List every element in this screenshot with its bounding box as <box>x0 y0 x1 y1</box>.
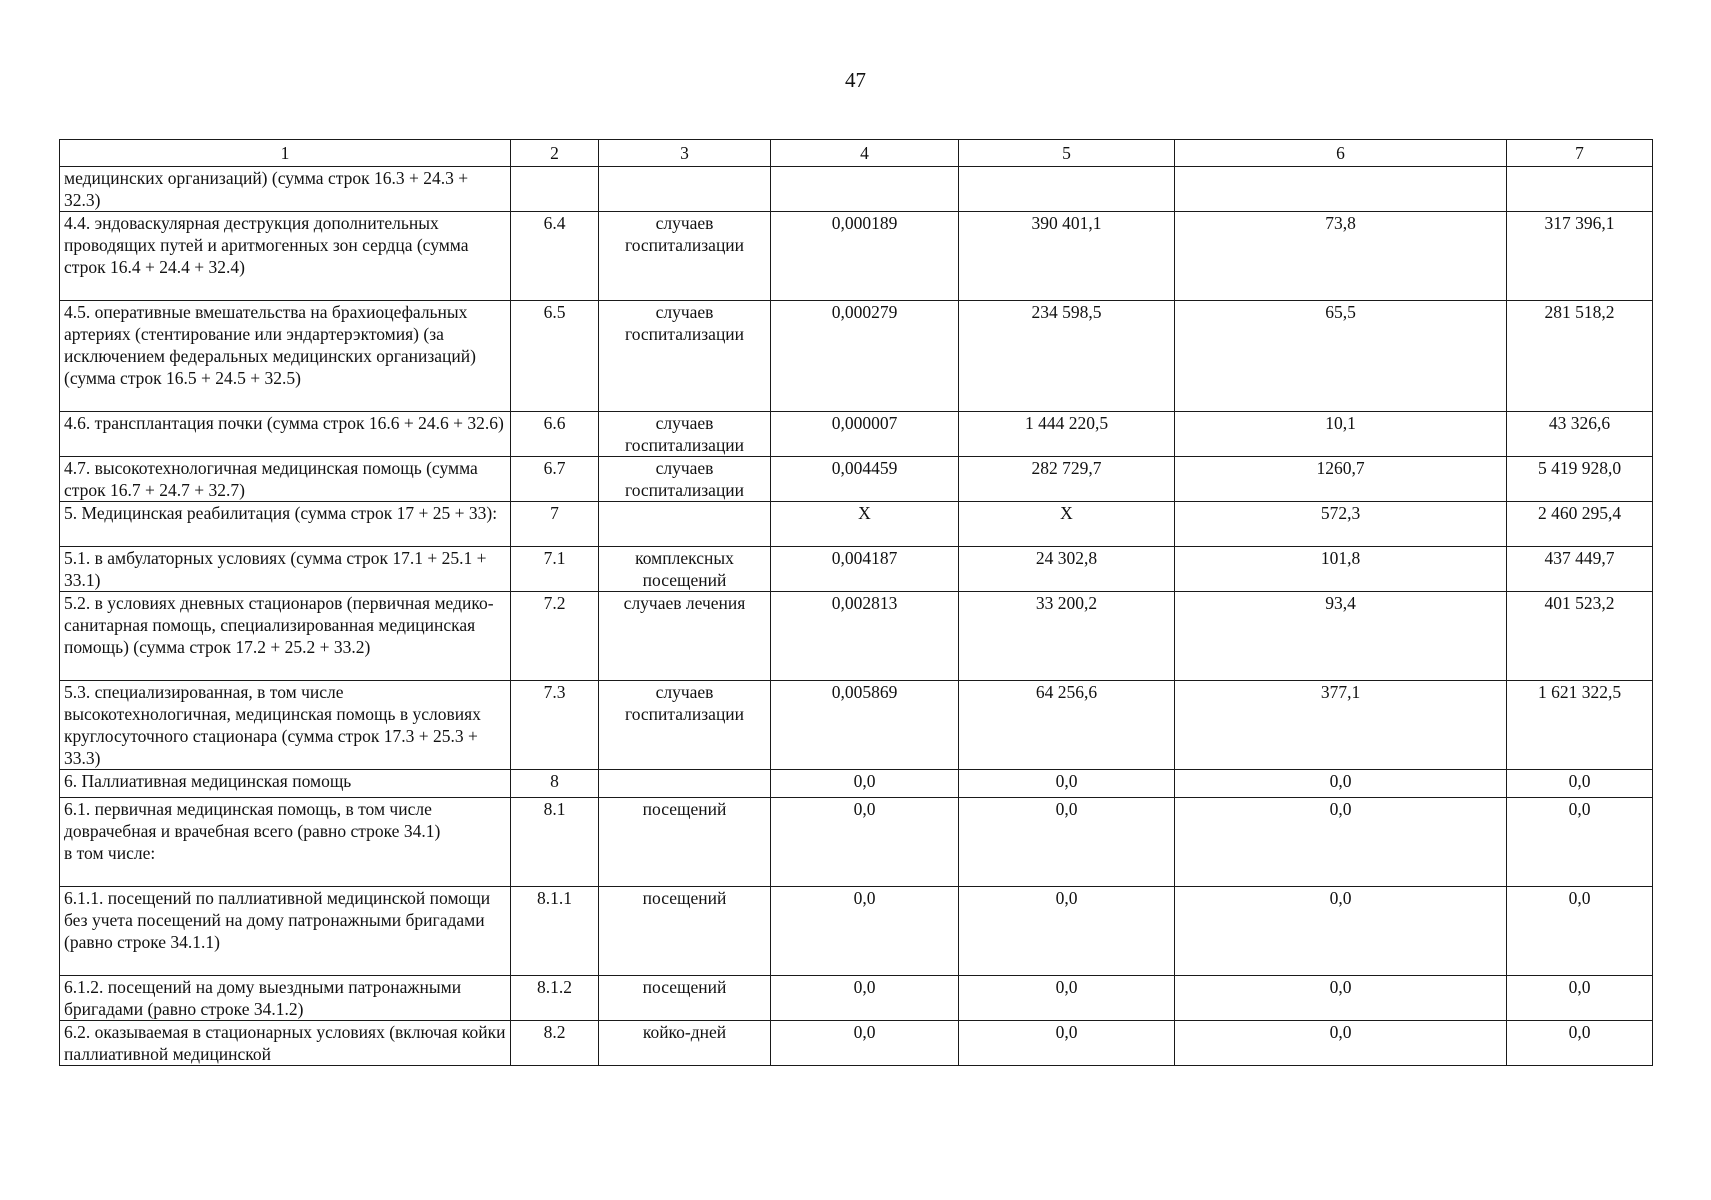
unit: случаев госпитализации <box>599 412 771 457</box>
unit: случаев госпитализации <box>599 457 771 502</box>
cost-value: 390 401,1 <box>959 212 1175 301</box>
total-value: 317 396,1 <box>1507 212 1653 301</box>
row-label: 4.5. оперативные вмешательства на брахиоцефальных артериях (стентирование или эндартерэктомия) (за исключением федеральных медицинских организаций) (сумма строк 16.5 + 24.5 + 32.5) <box>60 301 511 412</box>
per-capita-value: 93,4 <box>1175 592 1507 681</box>
norm-value: 0,0 <box>771 798 959 887</box>
norm-value: 0,0 <box>771 1021 959 1066</box>
norm-value: 0,005869 <box>771 681 959 770</box>
cost-value: 282 729,7 <box>959 457 1175 502</box>
cost-value: 1 444 220,5 <box>959 412 1175 457</box>
unit: случаев госпитализации <box>599 681 771 770</box>
row-label: 5.1. в амбулаторных условиях (сумма строк 17.1 + 25.1 + 33.1) <box>60 547 511 592</box>
row-code: 6.5 <box>511 301 599 412</box>
row-label: 5. Медицинская реабилитация (сумма строк 17 + 25 + 33): <box>60 502 511 547</box>
norm-value: 0,0 <box>771 976 959 1021</box>
column-header: 1 <box>60 140 511 167</box>
row-code: 8.1.2 <box>511 976 599 1021</box>
table-row <box>60 976 1653 1021</box>
row-code: 8.1.1 <box>511 887 599 976</box>
column-header: 5 <box>959 140 1175 167</box>
norm-value: Х <box>771 502 959 547</box>
row-code: 7 <box>511 502 599 547</box>
table-row <box>60 770 1653 798</box>
cost-value <box>959 167 1175 212</box>
norm-value: 0,0 <box>771 770 959 798</box>
unit: посещений <box>599 798 771 887</box>
per-capita-value: 0,0 <box>1175 976 1507 1021</box>
row-label: 4.6. трансплантация почки (сумма строк 16.6 + 24.6 + 32.6) <box>60 412 511 457</box>
column-header: 2 <box>511 140 599 167</box>
total-value: 5 419 928,0 <box>1507 457 1653 502</box>
cost-value: 64 256,6 <box>959 681 1175 770</box>
cost-value: 0,0 <box>959 1021 1175 1066</box>
cost-value: 24 302,8 <box>959 547 1175 592</box>
row-label: 6.1.2. посещений на дому выездными патронажными бригадами (равно строке 34.1.2) <box>60 976 511 1021</box>
data-table <box>59 139 1653 1066</box>
unit: комплексных посещений <box>599 547 771 592</box>
row-code: 8.2 <box>511 1021 599 1066</box>
unit <box>599 167 771 212</box>
norm-value <box>771 167 959 212</box>
column-header: 4 <box>771 140 959 167</box>
unit: посещений <box>599 976 771 1021</box>
total-value: 437 449,7 <box>1507 547 1653 592</box>
total-value: 43 326,6 <box>1507 412 1653 457</box>
total-value: 0,0 <box>1507 887 1653 976</box>
unit: случаев госпитализации <box>599 301 771 412</box>
norm-value: 0,000007 <box>771 412 959 457</box>
per-capita-value: 1260,7 <box>1175 457 1507 502</box>
table-row <box>60 502 1653 547</box>
table-row <box>60 167 1653 212</box>
row-code: 6.6 <box>511 412 599 457</box>
row-code: 6.7 <box>511 457 599 502</box>
per-capita-value: 73,8 <box>1175 212 1507 301</box>
page-number: 47 <box>845 68 866 92</box>
row-label: 4.7. высокотехнологичная медицинская помощь (сумма строк 16.7 + 24.7 + 32.7) <box>60 457 511 502</box>
per-capita-value: 377,1 <box>1175 681 1507 770</box>
cost-value: Х <box>959 502 1175 547</box>
row-label: 6.1. первичная медицинская помощь, в том числе доврачебная и врачебная всего (равно строке 34.1) в том числе: <box>60 798 511 887</box>
row-label: медицинских организаций) (сумма строк 16.3 + 24.3 + 32.3) <box>60 167 511 212</box>
per-capita-value <box>1175 167 1507 212</box>
per-capita-value: 10,1 <box>1175 412 1507 457</box>
row-code: 7.3 <box>511 681 599 770</box>
per-capita-value: 0,0 <box>1175 887 1507 976</box>
row-code: 6.4 <box>511 212 599 301</box>
norm-value: 0,004459 <box>771 457 959 502</box>
row-code: 8.1 <box>511 798 599 887</box>
per-capita-value: 572,3 <box>1175 502 1507 547</box>
table-row <box>60 412 1653 457</box>
table-row <box>60 1021 1653 1066</box>
table-header-row <box>60 140 1653 167</box>
row-label: 5.2. в условиях дневных стационаров (первичная медико-санитарная помощь, специализированная медицинская помощь) (сумма строк 17.2 + 25.2 + 33.2) <box>60 592 511 681</box>
row-code <box>511 167 599 212</box>
unit: случаев лечения <box>599 592 771 681</box>
row-label: 6.1.1. посещений по паллиативной медицинской помощи без учета посещений на дому патронажными бригадами (равно строке 34.1.1) <box>60 887 511 976</box>
row-label: 6.2. оказываемая в стационарных условиях (включая койки паллиативной медицинской <box>60 1021 511 1066</box>
total-value: 0,0 <box>1507 976 1653 1021</box>
total-value: 0,0 <box>1507 1021 1653 1066</box>
norm-value: 0,000279 <box>771 301 959 412</box>
total-value: 1 621 322,5 <box>1507 681 1653 770</box>
table-row <box>60 301 1653 412</box>
unit: случаев госпитализации <box>599 212 771 301</box>
total-value: 401 523,2 <box>1507 592 1653 681</box>
cost-value: 33 200,2 <box>959 592 1175 681</box>
per-capita-value: 0,0 <box>1175 770 1507 798</box>
row-label: 5.3. специализированная, в том числе высокотехнологичная, медицинская помощь в условиях круглосуточного стационара (сумма строк 17.3 + 25.3 + 33.3) <box>60 681 511 770</box>
per-capita-value: 101,8 <box>1175 547 1507 592</box>
row-code: 7.2 <box>511 592 599 681</box>
column-header: 7 <box>1507 140 1653 167</box>
per-capita-value: 0,0 <box>1175 1021 1507 1066</box>
norm-value: 0,0 <box>771 887 959 976</box>
cost-value: 0,0 <box>959 798 1175 887</box>
table-row <box>60 212 1653 301</box>
norm-value: 0,002813 <box>771 592 959 681</box>
norm-value: 0,000189 <box>771 212 959 301</box>
unit: посещений <box>599 887 771 976</box>
row-code: 8 <box>511 770 599 798</box>
norm-value: 0,004187 <box>771 547 959 592</box>
cost-value: 234 598,5 <box>959 301 1175 412</box>
unit: койко-дней <box>599 1021 771 1066</box>
table-row <box>60 547 1653 592</box>
table-row <box>60 592 1653 681</box>
per-capita-value: 65,5 <box>1175 301 1507 412</box>
table-row <box>60 887 1653 976</box>
column-header: 6 <box>1175 140 1507 167</box>
total-value: 281 518,2 <box>1507 301 1653 412</box>
per-capita-value: 0,0 <box>1175 798 1507 887</box>
table-row <box>60 798 1653 887</box>
total-value: 0,0 <box>1507 798 1653 887</box>
total-value <box>1507 167 1653 212</box>
total-value: 2 460 295,4 <box>1507 502 1653 547</box>
row-label: 6. Паллиативная медицинская помощь <box>60 770 511 798</box>
unit <box>599 770 771 798</box>
row-code: 7.1 <box>511 547 599 592</box>
table-row <box>60 457 1653 502</box>
total-value: 0,0 <box>1507 770 1653 798</box>
unit <box>599 502 771 547</box>
row-label: 4.4. эндоваскулярная деструкция дополнительных проводящих путей и аритмогенных зон сердца (сумма строк 16.4 + 24.4 + 32.4) <box>60 212 511 301</box>
table-row <box>60 681 1653 770</box>
cost-value: 0,0 <box>959 770 1175 798</box>
cost-value: 0,0 <box>959 887 1175 976</box>
cost-value: 0,0 <box>959 976 1175 1021</box>
column-header: 3 <box>599 140 771 167</box>
